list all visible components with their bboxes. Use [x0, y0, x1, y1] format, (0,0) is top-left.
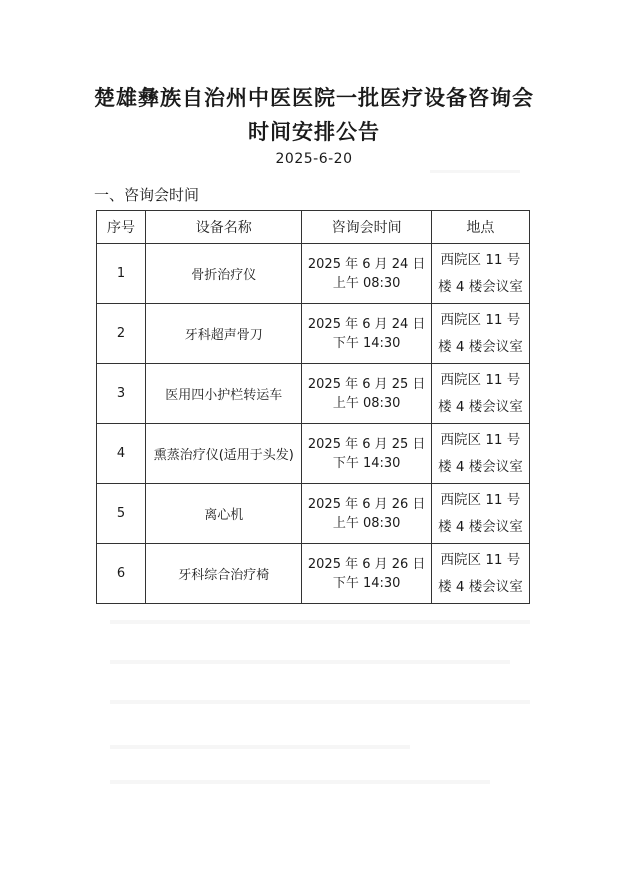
row-session: 上午 08:30: [332, 515, 401, 531]
header-consult-time: 咨询会时间: [302, 211, 431, 244]
row-number: 4: [97, 424, 146, 484]
row-session: 下午 14:30: [332, 575, 401, 591]
row-time: [302, 244, 431, 304]
row-device: 医用四小护栏转运车: [146, 364, 302, 424]
row-location: [431, 484, 529, 544]
header-location: 地点: [431, 211, 529, 244]
row-number: 6: [97, 544, 146, 604]
table-row: [97, 484, 530, 544]
row-date: 2025 年 6 月 24 日: [307, 316, 426, 332]
row-location-line-1: 西院区 11 号: [440, 311, 521, 328]
bleed-through-mark: [110, 700, 530, 704]
table-row: [97, 364, 530, 424]
row-session: 下午 14:30: [332, 335, 401, 351]
document-title-line-2: 时间安排公告: [248, 119, 380, 144]
row-time: [302, 484, 431, 544]
header-device-name: 设备名称: [146, 211, 302, 244]
row-location-line-2: 楼 4 楼会议室: [438, 578, 523, 595]
row-location: [431, 544, 529, 604]
table-row: [97, 424, 530, 484]
row-time: [302, 304, 431, 364]
row-location: [431, 424, 529, 484]
schedule-table: [96, 210, 530, 604]
section-heading: 一、咨询会时间: [94, 186, 200, 204]
row-date: 2025 年 6 月 26 日: [307, 496, 426, 512]
bleed-through-mark: [110, 620, 530, 624]
row-location-line-2: 楼 4 楼会议室: [438, 398, 523, 415]
row-date: 2025 年 6 月 25 日: [307, 376, 426, 392]
row-number: 3: [97, 364, 146, 424]
row-device: 牙科综合治疗椅: [146, 544, 302, 604]
row-time: [302, 424, 431, 484]
row-date: 2025 年 6 月 24 日: [307, 256, 426, 272]
bleed-through-mark: [430, 170, 520, 173]
row-location-line-2: 楼 4 楼会议室: [438, 518, 523, 535]
publish-date: 2025-6-20: [275, 151, 353, 167]
row-session: 上午 08:30: [332, 395, 401, 411]
row-location-line-1: 西院区 11 号: [440, 251, 521, 268]
row-location-line-1: 西院区 11 号: [440, 551, 521, 568]
row-number: 2: [97, 304, 146, 364]
row-location-line-1: 西院区 11 号: [440, 491, 521, 508]
row-location-line-2: 楼 4 楼会议室: [438, 458, 523, 475]
row-time: [302, 364, 431, 424]
table-row: [97, 304, 530, 364]
document-title-line-1: 楚雄彝族自治州中医医院一批医疗设备咨询会: [94, 85, 534, 110]
row-location-line-1: 西院区 11 号: [440, 371, 521, 388]
row-number: 5: [97, 484, 146, 544]
row-session: 下午 14:30: [332, 455, 401, 471]
row-device: 熏蒸治疗仪(适用于头发): [146, 424, 302, 484]
row-date: 2025 年 6 月 25 日: [307, 436, 426, 452]
row-location-line-1: 西院区 11 号: [440, 431, 521, 448]
row-time: [302, 544, 431, 604]
row-device: 离心机: [146, 484, 302, 544]
row-date: 2025 年 6 月 26 日: [307, 556, 426, 572]
bleed-through-mark: [110, 745, 410, 749]
row-number: 1: [97, 244, 146, 304]
row-location: [431, 244, 529, 304]
bleed-through-mark: [110, 660, 510, 664]
row-device: 骨折治疗仪: [146, 244, 302, 304]
row-location: [431, 304, 529, 364]
header-number: 序号: [97, 211, 146, 244]
table-header-row: [97, 211, 530, 244]
row-location-line-2: 楼 4 楼会议室: [438, 278, 523, 295]
bleed-through-mark: [110, 780, 490, 784]
table-row: [97, 544, 530, 604]
row-session: 上午 08:30: [332, 275, 401, 291]
row-location-line-2: 楼 4 楼会议室: [438, 338, 523, 355]
row-location: [431, 364, 529, 424]
table-row: [97, 244, 530, 304]
row-device: 牙科超声骨刀: [146, 304, 302, 364]
